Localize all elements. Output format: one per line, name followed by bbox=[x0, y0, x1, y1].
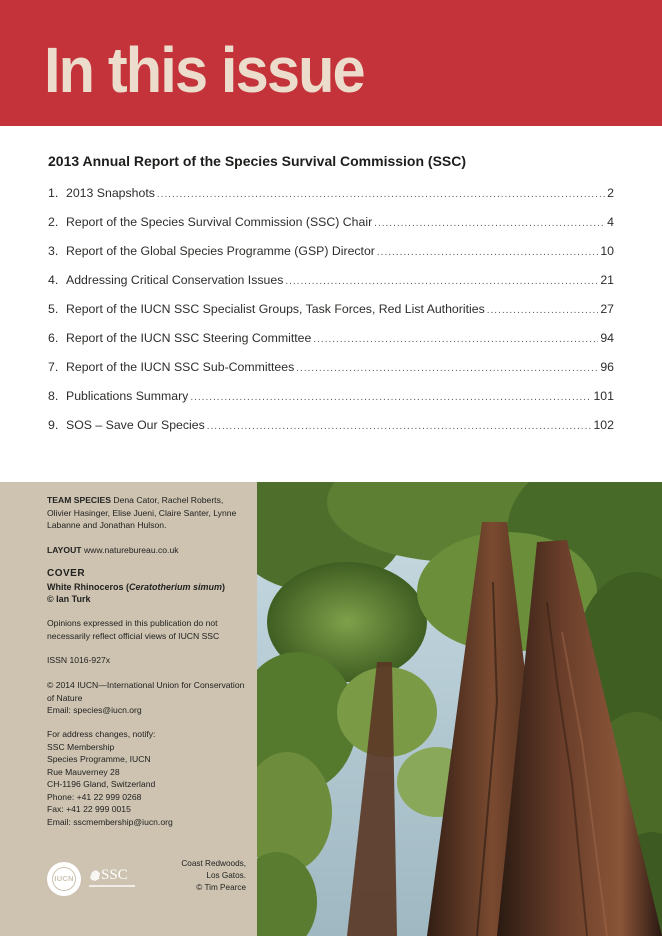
toc-entry-page: 94 bbox=[600, 330, 614, 345]
redwood-photo bbox=[257, 482, 662, 936]
toc-entry-page: 2 bbox=[607, 185, 614, 200]
toc-entry-page: 10 bbox=[600, 243, 614, 258]
disclaimer: Opinions expressed in this publication do not necessarily reflect official views of IUCN SSC bbox=[47, 618, 220, 641]
toc-entry-title: Report of the IUCN SSC Specialist Groups, Task Forces, Red List Authorities bbox=[66, 301, 485, 316]
toc-entry[interactable] bbox=[48, 265, 614, 294]
toc-dot-leader bbox=[487, 305, 599, 323]
toc-entry[interactable] bbox=[48, 294, 614, 323]
toc-entry[interactable] bbox=[48, 178, 614, 207]
page-title: In this issue bbox=[44, 34, 364, 106]
cover-label: COVER bbox=[47, 568, 86, 579]
header-banner bbox=[0, 0, 662, 126]
toc-entry-number: 2. bbox=[48, 214, 59, 229]
toc-entry-number: 9. bbox=[48, 417, 59, 432]
toc-dot-leader bbox=[313, 334, 598, 352]
redwood-canopy-image bbox=[257, 482, 662, 936]
toc-dot-leader bbox=[157, 189, 605, 207]
toc-entry[interactable] bbox=[48, 323, 614, 352]
cover-credit bbox=[47, 568, 247, 606]
address-block bbox=[47, 728, 247, 828]
toc-entry[interactable] bbox=[48, 207, 614, 236]
team-label: TEAM SPECIES bbox=[47, 495, 111, 505]
layout-link[interactable]: www.naturebureau.co.uk bbox=[83, 545, 179, 555]
address-line: Species Programme, IUCN bbox=[47, 754, 151, 764]
toc-entry-title: Publications Summary bbox=[66, 388, 189, 403]
toc-dot-leader bbox=[285, 276, 598, 294]
team-members: Dena Cator, Rachel Roberts, Olivier Hasinger, Elise Jueni, Claire Santer, Lynne Labanne and Jonathan Hulson. bbox=[47, 495, 237, 530]
cover-species-latin: Ceratotherium simum bbox=[129, 581, 223, 592]
toc-entry-page: 4 bbox=[607, 214, 614, 229]
ssc-logo: SSC bbox=[89, 866, 135, 892]
table-of-contents bbox=[48, 178, 614, 439]
layout-credit bbox=[47, 544, 247, 557]
toc-entry-number: 4. bbox=[48, 272, 59, 287]
toc-entry-title: Report of the IUCN SSC Sub-Committees bbox=[66, 359, 295, 374]
toc-dot-leader bbox=[377, 247, 598, 265]
toc-entry-page: 101 bbox=[593, 388, 614, 403]
toc-entry-number: 7. bbox=[48, 359, 59, 374]
layout-label: LAYOUT bbox=[47, 545, 82, 555]
address-line[interactable]: Email: sscmembership@iucn.org bbox=[47, 816, 173, 827]
toc-entry-number: 1. bbox=[48, 185, 59, 200]
cover-species: White Rhinoceros (Ceratotherium simum) bbox=[47, 581, 226, 592]
address-line: CH-1196 Gland, Switzerland bbox=[47, 779, 156, 789]
address-line: Rue Mauverney 28 bbox=[47, 766, 120, 777]
address-line: Phone: +41 22 999 0268 bbox=[47, 791, 142, 802]
logo-row bbox=[47, 862, 135, 896]
copyright: © 2014 IUCN—International Union for Conservation of Nature Email: species@iucn.org bbox=[47, 679, 247, 717]
toc-entry-number: 3. bbox=[48, 243, 59, 258]
address-intro: For address changes, notify: bbox=[47, 729, 156, 739]
toc-dot-leader bbox=[296, 363, 598, 381]
cover-photographer: © Ian Turk bbox=[47, 594, 91, 604]
toc-entry-title: Report of the IUCN SSC Steering Committee bbox=[66, 330, 312, 345]
toc-dot-leader bbox=[374, 218, 605, 236]
issn: ISSN 1016-927x bbox=[47, 655, 111, 665]
toc-entry-page: 102 bbox=[593, 417, 614, 432]
iucn-logo: IUCN bbox=[47, 862, 81, 896]
toc-dot-leader bbox=[207, 421, 592, 439]
report-title: 2013 Annual Report of the Species Survival Commission (SSC) bbox=[48, 153, 467, 169]
toc-entry[interactable] bbox=[48, 381, 614, 410]
toc-dot-leader bbox=[190, 392, 591, 410]
toc-entry-title: Addressing Critical Conservation Issues bbox=[66, 272, 284, 287]
toc-entry[interactable] bbox=[48, 410, 614, 439]
toc-entry-title: Report of the Global Species Programme (GSP) Director bbox=[66, 243, 375, 258]
toc-entry[interactable] bbox=[48, 236, 614, 265]
address-line: Fax: +41 22 999 0015 bbox=[47, 804, 131, 814]
toc-entry-title: 2013 Snapshots bbox=[66, 185, 155, 200]
toc-entry[interactable] bbox=[48, 352, 614, 381]
toc-entry-number: 8. bbox=[48, 388, 59, 403]
toc-entry-page: 96 bbox=[600, 359, 614, 374]
toc-entry-number: 5. bbox=[48, 301, 59, 316]
toc-entry-number: 6. bbox=[48, 330, 59, 345]
rhino-mark-icon bbox=[89, 868, 101, 882]
photo-credit: Coast Redwoods, Los Gatos. © Tim Pearce bbox=[181, 859, 246, 892]
contact-email[interactable]: Email: species@iucn.org bbox=[47, 705, 142, 715]
toc-entry-page: 27 bbox=[600, 301, 614, 316]
toc-entry-title: SOS – Save Our Species bbox=[66, 417, 205, 432]
team-credits bbox=[47, 494, 247, 532]
toc-entry-title: Report of the Species Survival Commission (SSC) Chair bbox=[66, 214, 373, 229]
address-line: SSC Membership bbox=[47, 741, 115, 752]
toc-entry-page: 21 bbox=[600, 272, 614, 287]
